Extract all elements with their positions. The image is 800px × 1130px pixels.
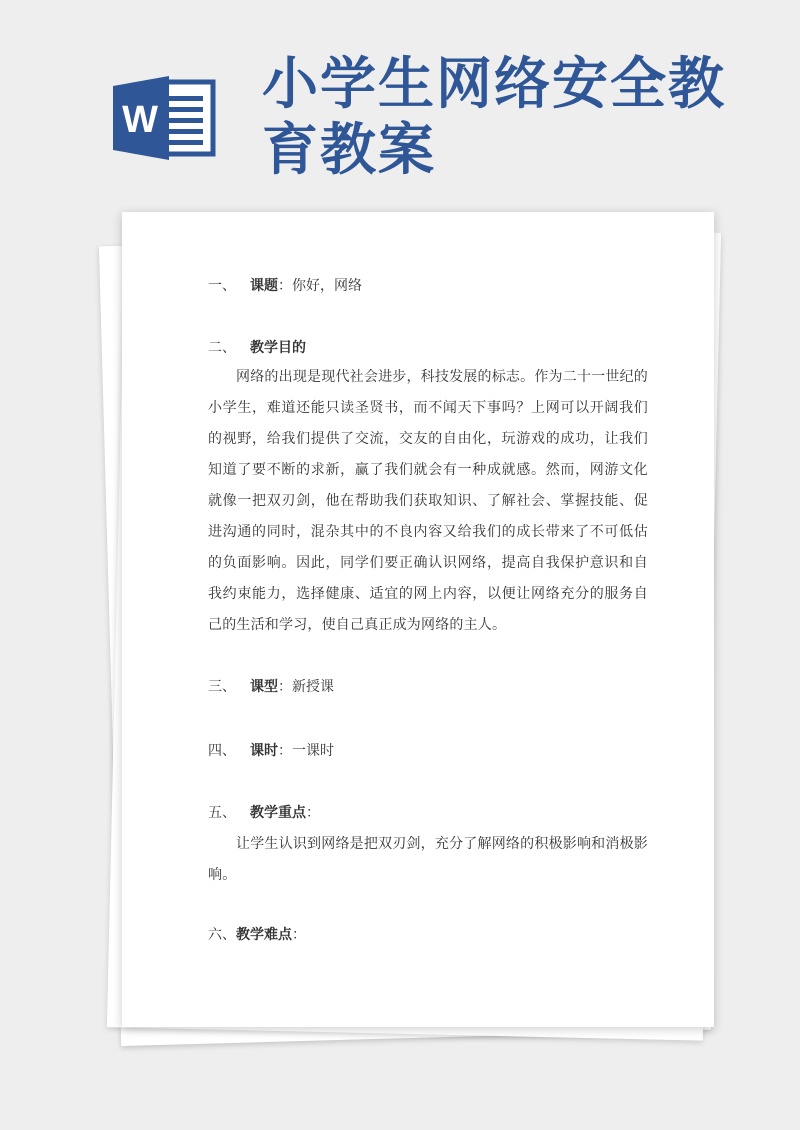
section-difficulties bbox=[208, 921, 648, 949]
section-number: 二、 bbox=[208, 340, 236, 356]
section-separator: ： bbox=[278, 679, 292, 695]
section-lesson-type bbox=[208, 673, 648, 701]
section-number: 三、 bbox=[208, 679, 236, 695]
section-body: 网络的出现是现代社会进步，科技发展的标志。作为二十一世纪的小学生，难道还能只读圣贤书，而不闻天下事吗？上网可以开阔我们的视野，给我们提供了交流，交友的自由化，玩游戏的成功，让我们知道了要不断的求新，赢了我们就会有一种成就感。然而，网游文化就像一把双刃剑，他在帮助我们获取知识、了解社会、掌握技能、促进沟通的同时，混杂其中的不良内容又给我们的成长带来了不可低估的负面影响。因此，同学们要正确认识网络，提高自我保护意识和自我约束能力，选择健康、适宜的网上内容，以便让网络充分的服务自己的生活和学习，使自己真正成为网络的主人。 bbox=[208, 369, 648, 633]
section-separator: ： bbox=[278, 278, 292, 294]
section-lesson-hours bbox=[208, 737, 648, 765]
section-body: 让学生认识到网络是把双刃剑，充分了解网络的积极影响和消极影响。 bbox=[208, 836, 648, 883]
section-label: 教学难点 bbox=[236, 927, 292, 943]
section-label: 课型 bbox=[250, 679, 278, 695]
section-value: 一课时 bbox=[292, 743, 334, 759]
section-label: 教学目的 bbox=[250, 340, 306, 356]
section-number: 四、 bbox=[208, 743, 236, 759]
section-objective bbox=[208, 334, 648, 362]
section-value: 新授课 bbox=[292, 679, 334, 695]
word-document-icon bbox=[113, 76, 217, 160]
page-title: 小学生网络安全教育教案 bbox=[262, 52, 726, 183]
section-label: 教学重点 bbox=[250, 805, 306, 821]
section-key-points bbox=[208, 799, 648, 827]
section-number: 一、 bbox=[208, 278, 236, 294]
document-body bbox=[208, 272, 648, 949]
section-topic bbox=[208, 272, 648, 300]
word-icon-letter: W bbox=[122, 99, 158, 141]
section-number: 六、 bbox=[208, 927, 236, 943]
section-separator: ： bbox=[278, 743, 292, 759]
section-separator: ： bbox=[306, 805, 320, 821]
section-label: 课题 bbox=[250, 278, 278, 294]
section-value: 你好，网络 bbox=[292, 278, 362, 294]
section-number: 五、 bbox=[208, 805, 236, 821]
section-separator: ： bbox=[292, 927, 306, 943]
section-label: 课时 bbox=[250, 743, 278, 759]
